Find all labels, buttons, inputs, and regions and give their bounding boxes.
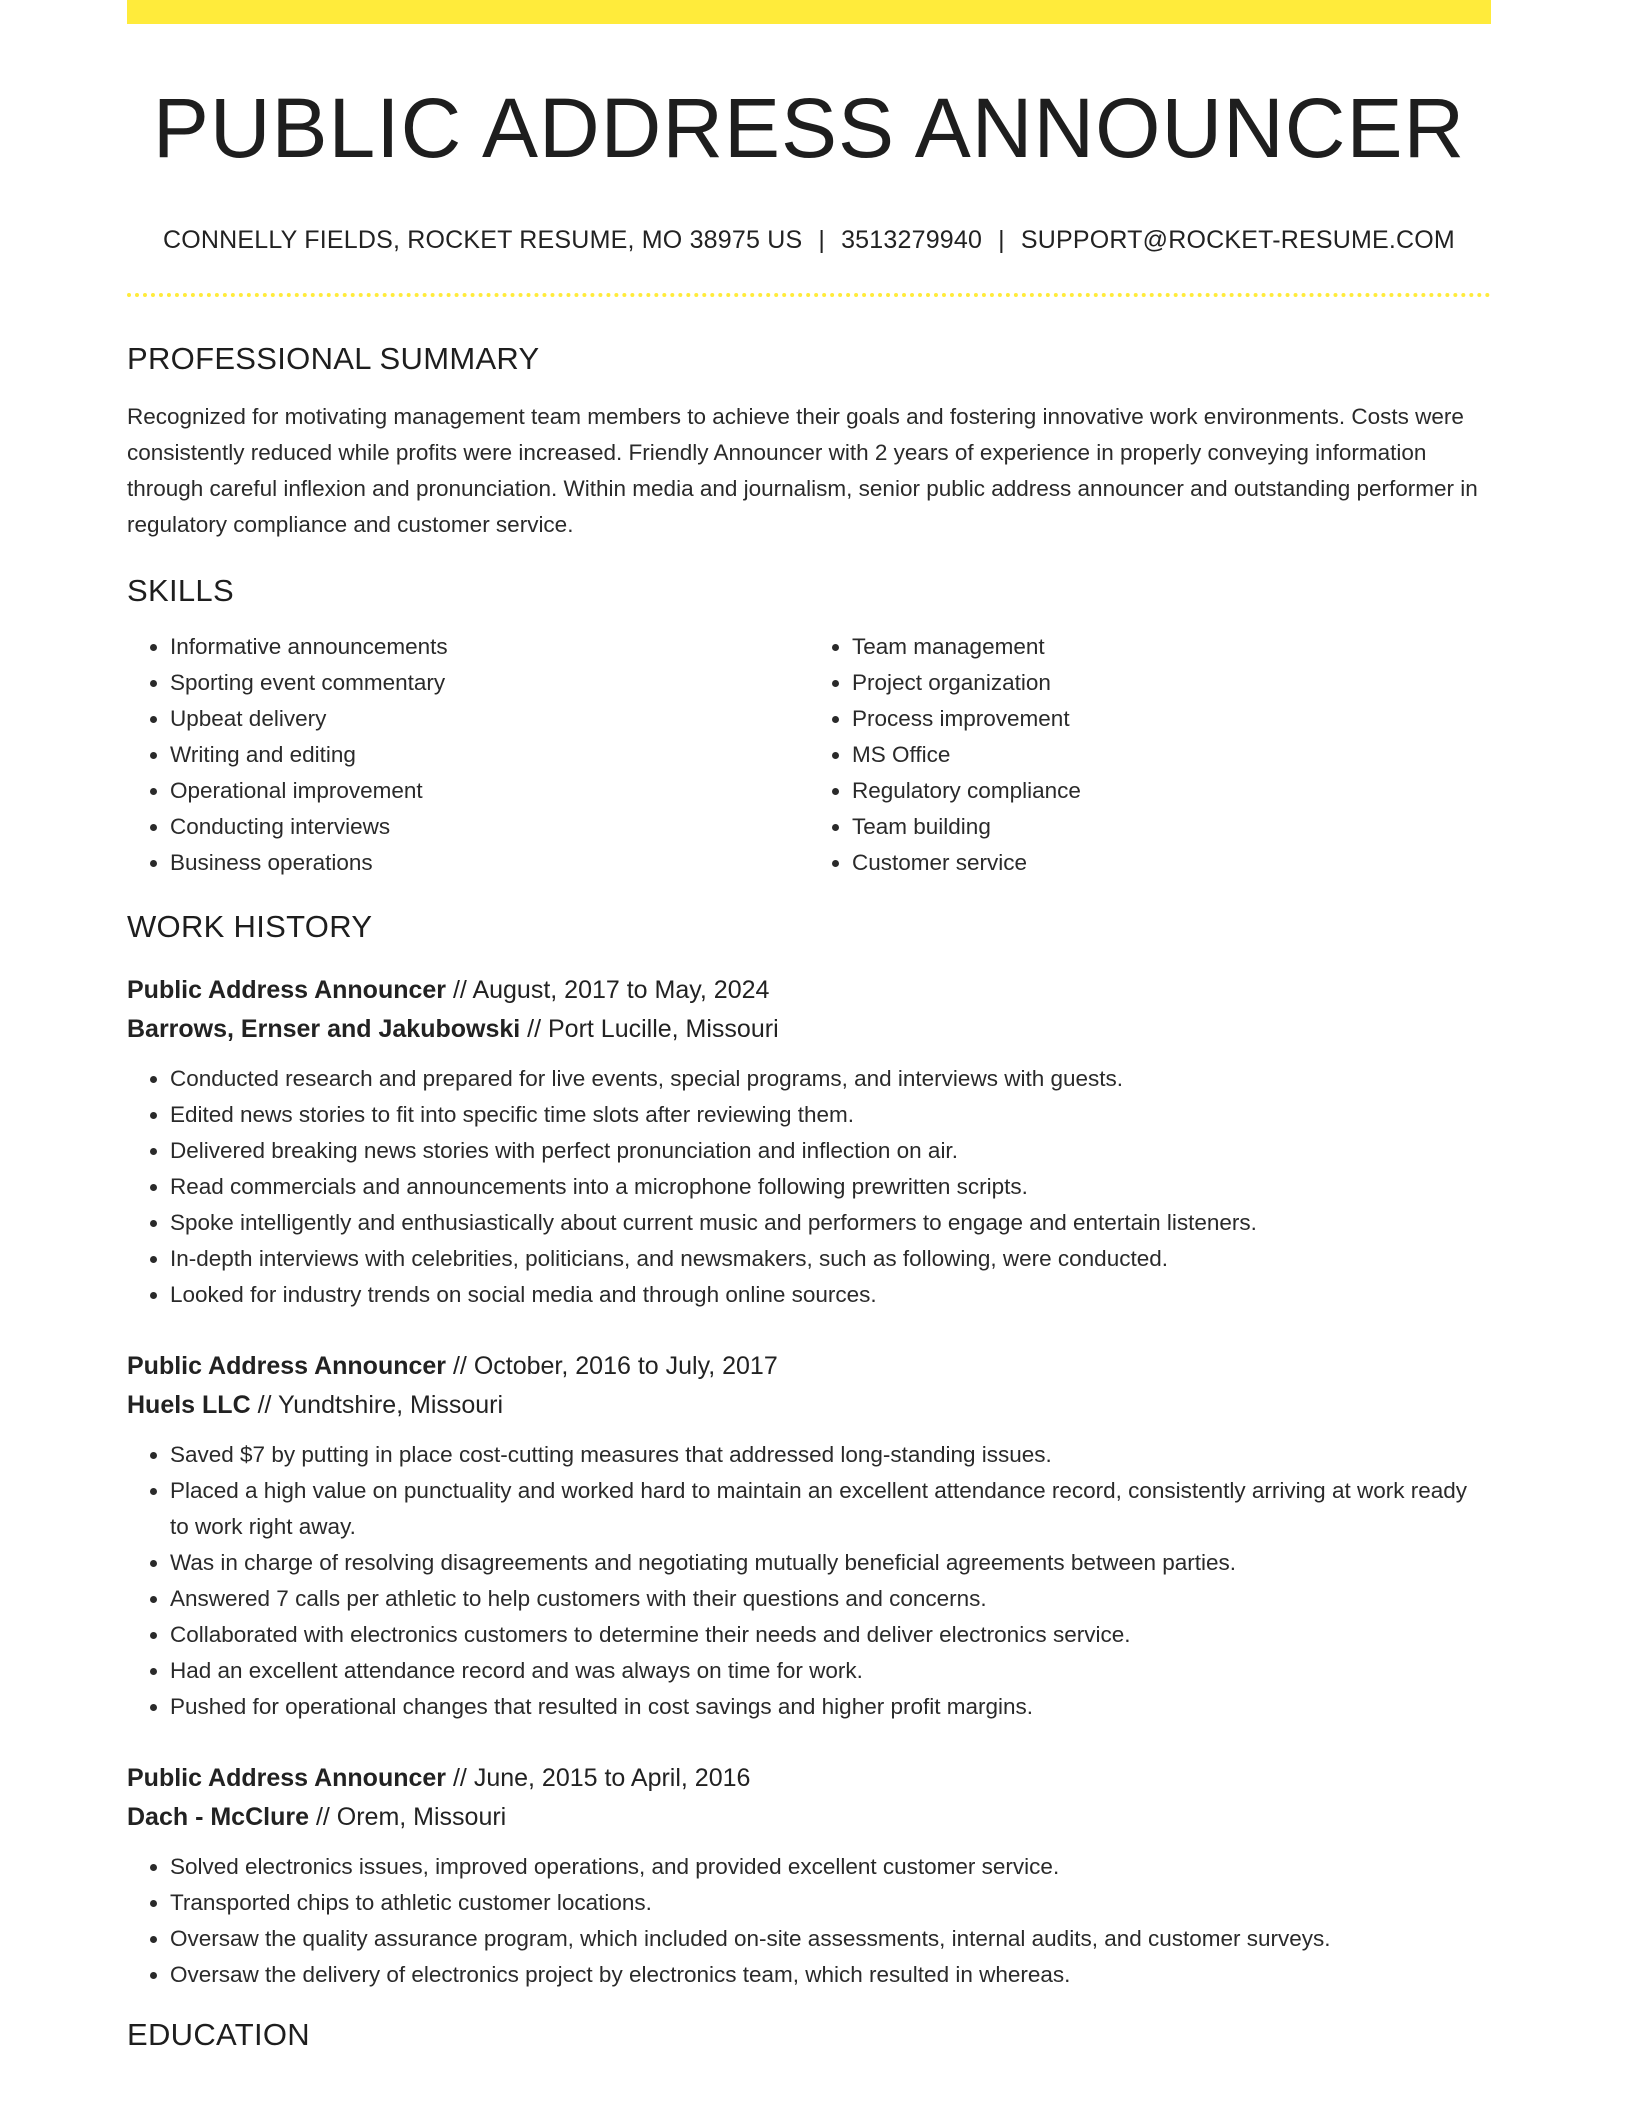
job-entry: [127, 1759, 1491, 1993]
job-company-line: [127, 1386, 1491, 1425]
job-company-line: [127, 1010, 1491, 1049]
contact-separator: |: [818, 226, 826, 255]
job-bullet: • Collaborated with electronics customers to determine their needs and deliver electronics service.: [170, 1617, 1491, 1653]
job-title: Public Address Announcer: [127, 1764, 447, 1793]
job-bullet: • Read commercials and announcements into a microphone following prewritten scripts.: [170, 1169, 1491, 1205]
skill-item: • Conducting interviews: [170, 809, 809, 845]
resume-name: PUBLIC ADDRESS ANNOUNCER: [152, 81, 1466, 175]
skill-item: • Upbeat delivery: [170, 701, 809, 737]
skill-item: • Project organization: [852, 665, 1491, 701]
job-bullets: [127, 1849, 1491, 1993]
job-title: Public Address Announcer: [127, 976, 447, 1005]
skill-item: • Team management: [852, 629, 1491, 665]
job-bullet: • Oversaw the delivery of electronics project by electronics team, which resulted in whereas.: [170, 1957, 1491, 1993]
job-bullet: • Pushed for operational changes that resulted in cost savings and higher profit margins.: [170, 1689, 1491, 1725]
job-bullet: • Answered 7 calls per athletic to help customers with their questions and concerns.: [170, 1581, 1491, 1617]
skills-list-right: [809, 629, 1491, 881]
job-bullets: [127, 1437, 1491, 1725]
job-dates: // June, 2015 to April, 2016: [452, 1764, 751, 1793]
job-bullet: • Was in charge of resolving disagreements and negotiating mutually beneficial agreements between parties.: [170, 1545, 1491, 1581]
job-bullet: • Oversaw the quality assurance program, which included on-site assessments, internal audits, and customer surveys.: [170, 1921, 1491, 1957]
job-location: // Yundtshire, Missouri: [257, 1391, 504, 1420]
skill-item: • Operational improvement: [170, 773, 809, 809]
work-history-section: [127, 909, 1491, 1993]
job-bullet: • Conducted research and prepared for live events, special programs, and interviews with guests.: [170, 1061, 1491, 1097]
skills-section: [127, 573, 1491, 881]
job-title-line: [127, 1347, 1491, 1386]
job-company: Barrows, Ernser and Jakubowski: [127, 1015, 521, 1044]
job-dates: // August, 2017 to May, 2024: [452, 976, 770, 1005]
job-title-line: [127, 971, 1491, 1010]
education-section: [127, 2017, 1491, 2053]
section-heading: PROFESSIONAL SUMMARY: [127, 341, 540, 377]
skill-item: • Team building: [852, 809, 1491, 845]
skill-item: • Regulatory compliance: [852, 773, 1491, 809]
job-company: Dach - McClure: [127, 1803, 309, 1832]
job-bullet: • Delivered breaking news stories with perfect pronunciation and inflection on air.: [170, 1133, 1491, 1169]
summary-text: Recognized for motivating management team members to achieve their goals and fostering innovative work environments. Costs were consistently reduced while profits were increased. Friendly Announcer with 2 years of experience in properly conveying information through careful inflexion and pronunciation. Within media and journalism, senior public address announcer and outstanding performer in regulatory compliance and customer service.: [127, 404, 1478, 538]
job-bullet: • Spoke intelligently and enthusiastically about current music and performers to engage and entertain listeners.: [170, 1205, 1491, 1241]
job-location: // Orem, Missouri: [315, 1803, 507, 1832]
skill-item: • MS Office: [852, 737, 1491, 773]
job-entry: [127, 971, 1491, 1313]
job-location: // Port Lucille, Missouri: [527, 1015, 779, 1044]
job-bullet: • Solved electronics issues, improved operations, and provided excellent customer service.: [170, 1849, 1491, 1885]
contact-phone: 3513279940: [841, 226, 983, 255]
job-dates: // October, 2016 to July, 2017: [452, 1352, 778, 1381]
job-entry: [127, 1347, 1491, 1725]
contact-email: SUPPORT@ROCKET-RESUME.COM: [1020, 226, 1455, 255]
contact-separator: |: [998, 226, 1005, 255]
job-company: Huels LLC: [127, 1391, 251, 1420]
job-title-line: [127, 1759, 1491, 1798]
skill-item: • Process improvement: [852, 701, 1491, 737]
resume-page: [127, 0, 1491, 2053]
job-bullets: [127, 1061, 1491, 1313]
job-title: Public Address Announcer: [127, 1352, 447, 1381]
job-bullet: • Saved $7 by putting in place cost-cutting measures that addressed long-standing issues.: [170, 1437, 1491, 1473]
job-company-line: [127, 1798, 1491, 1837]
job-bullet: • Edited news stories to fit into specific time slots after reviewing them.: [170, 1097, 1491, 1133]
professional-summary-section: [127, 341, 1491, 543]
skill-item: • Business operations: [170, 845, 809, 881]
contact-line: [127, 226, 1491, 255]
job-bullet: • Looked for industry trends on social media and through online sources.: [170, 1277, 1491, 1313]
top-accent-bar: [127, 0, 1491, 24]
contact-address: CONNELLY FIELDS, ROCKET RESUME, MO 38975 US: [163, 226, 803, 255]
skills-columns: [127, 629, 1491, 881]
section-heading: WORK HISTORY: [127, 909, 373, 945]
job-bullet: • Transported chips to athletic customer locations.: [170, 1885, 1491, 1921]
job-bullet: • Placed a high value on punctuality and worked hard to maintain an excellent attendance record, consistently arriving at work ready to work right away.: [170, 1473, 1491, 1545]
section-heading: SKILLS: [127, 573, 234, 609]
skill-item: • Writing and editing: [170, 737, 809, 773]
skill-item: • Informative announcements: [170, 629, 809, 665]
skill-item: • Customer service: [852, 845, 1491, 881]
skill-item: • Sporting event commentary: [170, 665, 809, 701]
skills-list-left: [127, 629, 809, 881]
section-heading: EDUCATION: [127, 2017, 310, 2053]
job-bullet: • In-depth interviews with celebrities, politicians, and newsmakers, such as following, were conducted.: [170, 1241, 1491, 1277]
job-bullet: • Had an excellent attendance record and was always on time for work.: [170, 1653, 1491, 1689]
dotted-divider: [127, 293, 1491, 297]
